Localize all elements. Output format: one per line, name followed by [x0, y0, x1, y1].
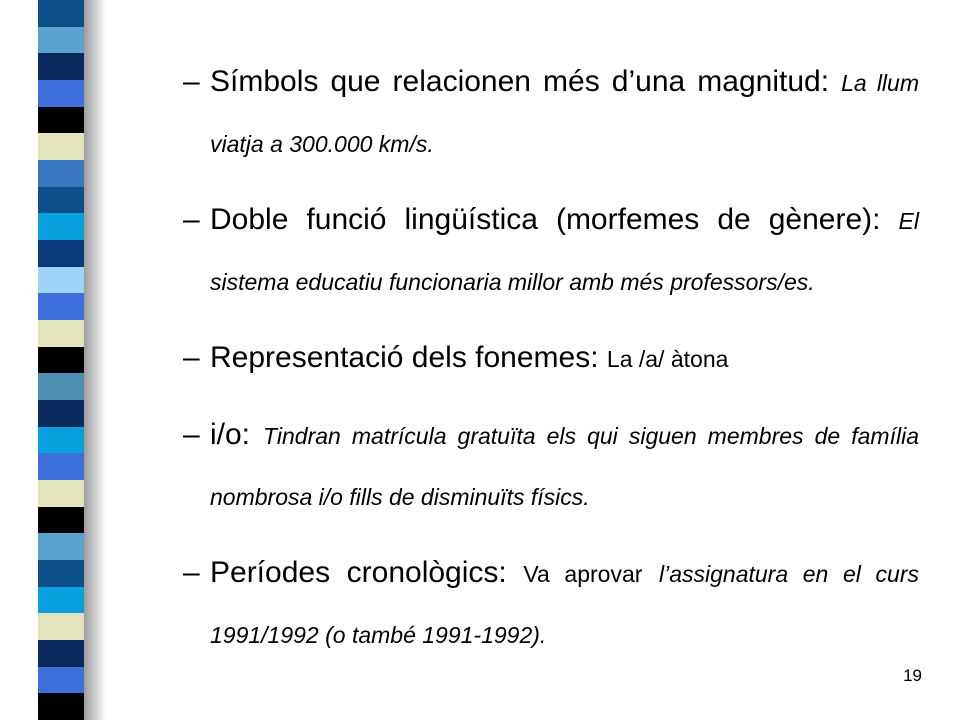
strip-shadow	[84, 0, 106, 720]
strip-square	[38, 507, 84, 534]
strip-square	[38, 53, 84, 80]
bullet-item-and-or	[183, 405, 919, 527]
strip-square	[38, 373, 84, 400]
strip-square	[38, 667, 84, 694]
strip-square	[38, 480, 84, 507]
bullet-item-periods	[183, 543, 919, 665]
bullet-dash: –	[183, 556, 200, 589]
strip-square	[38, 587, 84, 614]
page-number: 19	[903, 666, 922, 685]
bullet-term: i/o:	[210, 418, 251, 451]
bullet-example: La llum viatja a 300.000 km/s.	[210, 70, 919, 157]
strip-square	[38, 320, 84, 347]
bullet-body	[210, 405, 919, 527]
strip-square	[38, 80, 84, 107]
bullet-item-phonemes	[183, 328, 919, 389]
bullet-body	[210, 190, 919, 312]
strip-square	[38, 427, 84, 454]
bullet-example: El sistema educatiu funcionaria millor amb més professors/es.	[210, 208, 919, 295]
strip-square	[38, 693, 84, 720]
strip-square	[38, 400, 84, 427]
strip-square	[38, 0, 84, 27]
bullet-body	[210, 543, 919, 665]
strip-square	[38, 347, 84, 374]
strip-square	[38, 240, 84, 267]
strip-square	[38, 293, 84, 320]
decorative-square-strip	[38, 0, 84, 720]
bullet-dash: –	[183, 203, 200, 236]
strip-square	[38, 613, 84, 640]
strip-square	[38, 107, 84, 134]
slide-content	[183, 52, 919, 681]
bullet-body	[210, 52, 919, 174]
strip-square	[38, 213, 84, 240]
strip-square	[38, 160, 84, 187]
strip-square	[38, 187, 84, 214]
bullet-term: Doble funció lingüística (morfemes de gènere):	[210, 203, 881, 236]
strip-square	[38, 453, 84, 480]
bullet-item-gender-morphemes	[183, 190, 919, 312]
bullet-example-lead: Va aprovar	[523, 561, 643, 587]
bullet-dash: –	[183, 65, 200, 98]
strip-square	[38, 560, 84, 587]
strip-square	[38, 133, 84, 160]
bullet-term: Símbols que relacionen més d’una magnitud:	[210, 65, 830, 98]
bullet-dash: –	[183, 341, 200, 374]
bullet-example: l’assignatura en el curs 1991/1992 (o també 1991-1992).	[210, 561, 919, 648]
strip-square	[38, 640, 84, 667]
bullet-item-symbols	[183, 52, 919, 174]
bullet-dash: –	[183, 418, 200, 451]
bullet-example: Tindran matrícula gratuïta els qui siguen membres de família nombrosa i/o fills de disminuïts físics.	[210, 423, 919, 510]
bullet-example: La /a/ àtona	[606, 346, 729, 372]
strip-square	[38, 533, 84, 560]
bullet-term: Representació dels fonemes:	[210, 341, 599, 374]
bullet-body	[210, 328, 919, 389]
strip-square	[38, 27, 84, 54]
strip-square	[38, 267, 84, 294]
bullet-term: Períodes cronològics:	[210, 556, 507, 589]
